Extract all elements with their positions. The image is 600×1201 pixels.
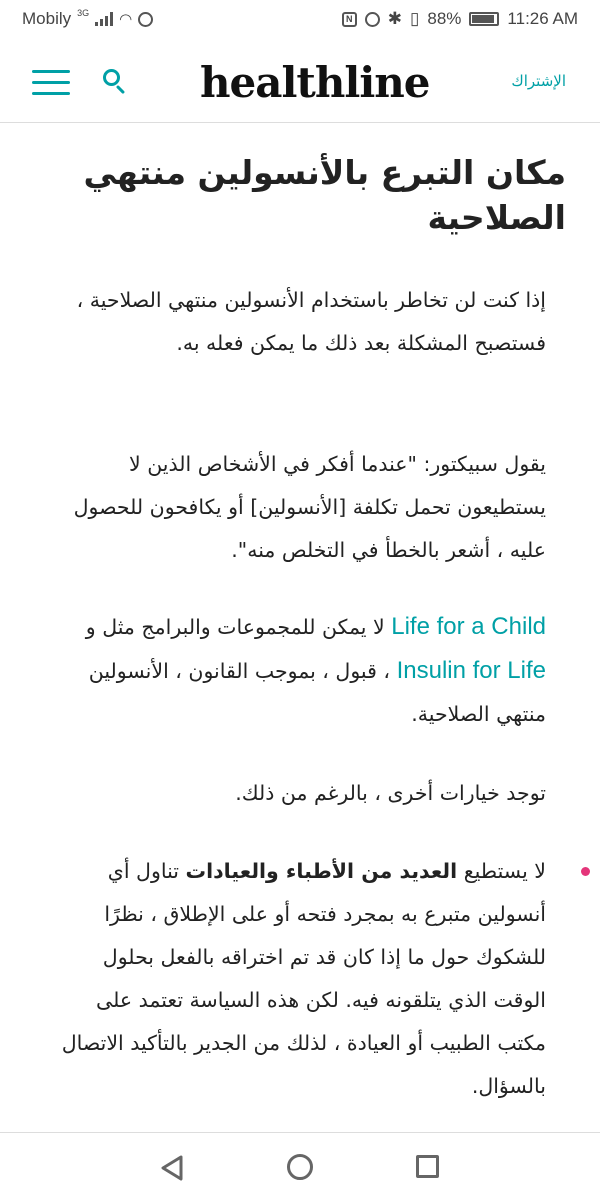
paragraph-3-text-2: و	[85, 615, 96, 639]
status-bar	[0, 0, 600, 40]
bluetooth-icon: ✱	[387, 9, 403, 28]
search-icon[interactable]	[103, 69, 127, 93]
home-icon[interactable]	[287, 1154, 313, 1180]
bullet-text-post: تناول أي أنسولين متبرع به بمجرد فتحه أو على الإطلاق ، نظرًا للشكوك حول ما إذا كان قد تم اختراقه بالفعل بحلول الوقت الذي يتلقونه فيه. لكن هذه السياسة تعتمد على مكتب الطبيب أو العيادة ، لذلك من الجدير بالتأكيد الاتصال بالسؤال.	[61, 859, 546, 1098]
site-header	[0, 40, 600, 123]
site-logo[interactable]: healthline	[200, 58, 430, 107]
nfc-icon: N	[342, 12, 357, 27]
recent-apps-icon[interactable]	[416, 1155, 439, 1178]
paragraph-4: توجد خيارات أخرى ، بالرغم من ذلك.	[235, 781, 546, 805]
life-for-a-child-link[interactable]: Life for a Child	[391, 613, 546, 640]
vibrate-icon: ▯	[410, 9, 420, 28]
clock: 11:26 AM	[507, 9, 578, 28]
subscribe-link[interactable]: الإشتراك	[511, 72, 566, 90]
article-body	[0, 122, 600, 1132]
battery-icon	[469, 12, 499, 26]
status-left	[22, 9, 153, 29]
paragraph-3	[50, 605, 546, 736]
signal-icon	[95, 12, 113, 26]
bullet-icon	[581, 867, 590, 876]
network-type: 3G	[77, 8, 90, 18]
bullet-item	[60, 850, 546, 1108]
paragraph-3-text-3: ، قبول ، بموجب القانون ، الأنسولين منتهي الصلاحية.	[88, 659, 546, 726]
status-right	[342, 9, 578, 29]
battery-percent: 88%	[427, 9, 462, 28]
carrier-name: Mobily	[22, 9, 72, 28]
bullet-text-pre: لا يستطيع	[463, 859, 546, 883]
alarm-icon	[365, 12, 380, 27]
article-title: مكان التبرع بالأنسولين منتهي الصلاحية	[83, 153, 566, 237]
wifi-icon: ◠	[119, 11, 133, 28]
menu-icon[interactable]	[32, 70, 70, 96]
system-nav-bar	[0, 1132, 600, 1201]
paragraph-1: إذا كنت لن تخاطر باستخدام الأنسولين منتهي الصلاحية ، فستصبح المشكلة بعد ذلك ما يمكن فعله به.	[76, 288, 546, 355]
paragraph-3-text-1: لا يمكن للمجموعات والبرامج مثل	[102, 615, 385, 639]
bullet-text	[60, 850, 546, 1108]
bullet-text-bold: العديد من الأطباء والعيادات	[185, 859, 458, 883]
paragraph-2: يقول سبيكتور: "عندما أفكر في الأشخاص الذين لا يستطيعون تحمل تكلفة [الأنسولين] أو يكافحون للحصول عليه ، أشعر بالخطأ في التخلص منه".	[73, 452, 546, 562]
back-icon[interactable]	[160, 1155, 184, 1181]
insulin-for-life-link[interactable]: Insulin for Life	[396, 657, 546, 684]
whatsapp-icon	[138, 12, 153, 27]
